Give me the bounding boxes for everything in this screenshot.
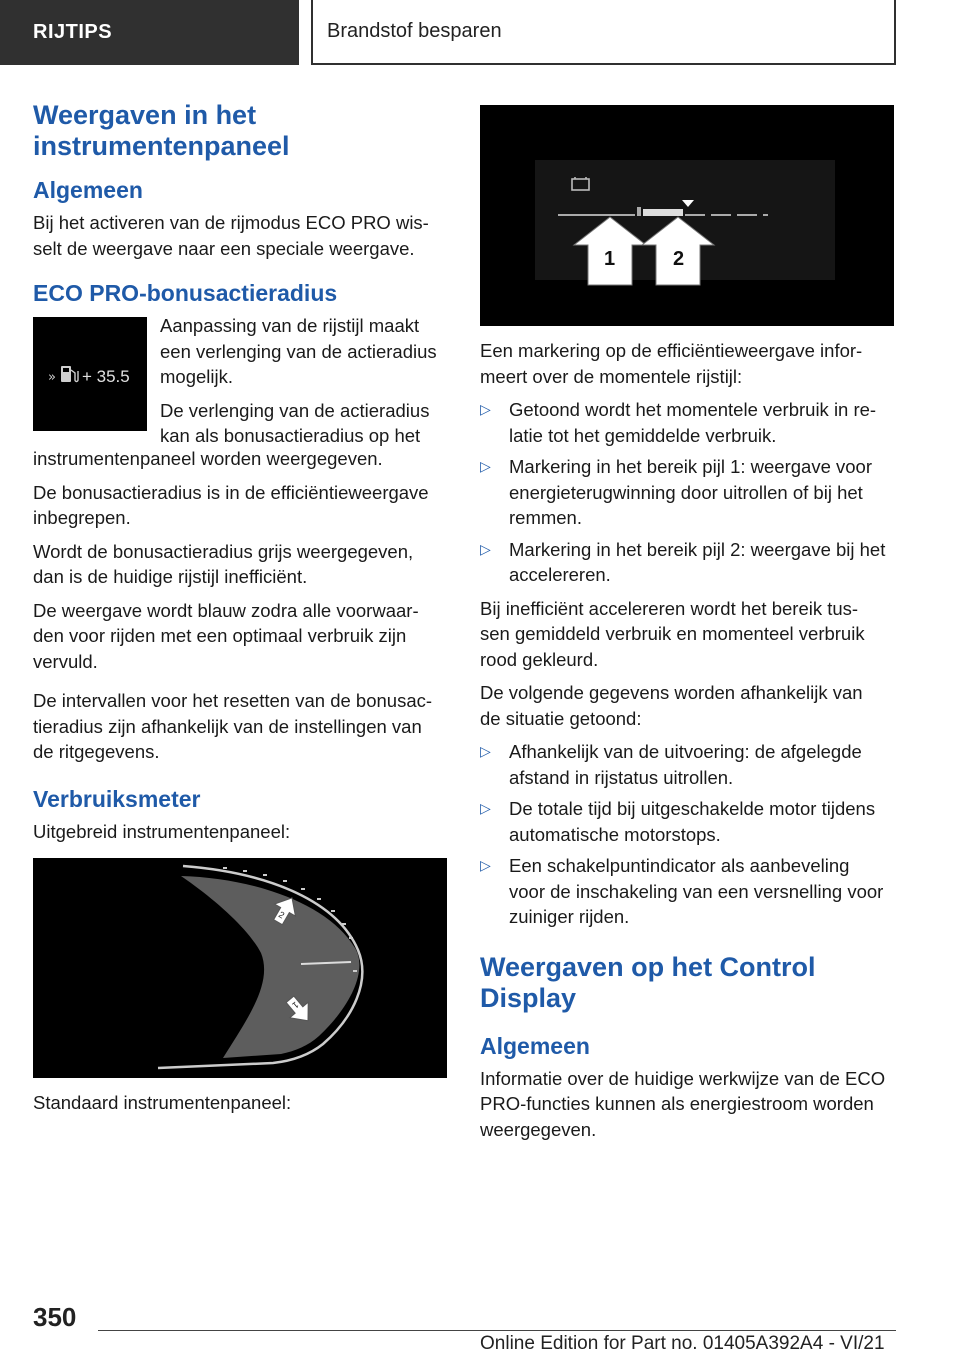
extended-gauge-graphic [33,858,447,1078]
footer-divider [98,1330,896,1331]
list-item: ▷ De totale tijd bij uitgeschakelde motor tijdens automatische motorstops. [480,798,876,845]
list-item: ▷ Een schakelpuntindicator als aanbeveling voor de inschakeling van een versnelling voor zuiniger rijden. [480,855,884,927]
svg-text:1: 1 [604,248,616,270]
subheading-algemeen-right: Algemeen [480,1032,590,1059]
efficiency-display-figure [480,105,894,326]
bonus-p2a: De verlenging van de actieradius kan als bonusactieradius op het [160,399,430,446]
bonus-display-graphic [33,317,147,431]
control-display-text: Informatie over de huidige werkwijze van de ECO PRO-functies kunnen als energiestroom worden weergegeven. [480,1067,886,1140]
algemeen-text: Bij het activeren van de rijmodus ECO PRO wis- selt de weergave naar een speciale weergave. [33,212,429,259]
triangle-bullet-icon: ▷ [480,800,491,816]
bonus-range-display [33,317,147,431]
subheading-algemeen: Algemeen [33,177,143,203]
triangle-bullet-icon: ▷ [480,401,491,417]
list-item: ▷ Afhankelijk van de uitvoering: de afgelegde afstand in rijstatus uitrollen. [480,741,862,788]
svg-text:1: 1 [290,999,301,1011]
data-intro: De volgende gegevens worden afhankelijk van de situatie getoond: [480,682,863,729]
left-column [33,100,447,1124]
section-title: Weergaven in het instrumentenpaneel [33,100,290,161]
efficiency-bullets [480,397,894,588]
list-item: ▷ Markering in het bereik pijl 2: weergave bij het accelereren. [480,538,886,585]
list-item: ▷ Getoond wordt het momentele verbruik in re- latie tot het gemiddelde verbruik. [480,399,877,446]
bonus-p3: De bonusactieradius is in de efficiëntieweergave inbegrepen. [33,481,429,528]
bonus-p5: De weergave wordt blauw zodra alle voorwaar- den voor rijden met een optimaal verbruik zijn vervuld. [33,599,419,672]
subheading-bonus: ECO PRO-bonusactieradius [33,280,338,306]
data-bullets [480,739,894,930]
control-display-title: Weergaven op het Control Display [480,951,816,1013]
svg-text:2: 2 [276,909,287,921]
inefficient-text: Bij inefficiënt accelereren wordt het bereik tus- sen gemiddeld verbruik en momenteel verbruik rood gekleurd. [480,597,865,670]
triangle-bullet-icon: ▷ [480,743,491,759]
verbruik-text: Uitgebreid instrumentenpaneel: [33,820,291,842]
extended-gauge-figure [33,858,447,1078]
efficiency-display-graphic [480,105,894,326]
efficiency-intro: Een markering op de efficiëntieweergave infor- meert over de momentele rijstijl: [480,340,863,387]
svg-text:2: 2 [673,248,685,270]
bonus-p6: De intervallen voor het resetten van de bonusac- tieradius zijn afhankelijk van de instellingen van de ritgegevens. [33,690,433,762]
bonus-p2b: instrumentenpaneel worden weergegeven. [33,448,383,469]
fuel-pump-icon [61,366,78,382]
bonus-p1: Aanpassing van de rijstijl maakt een verlenging van de actieradius mogelijk. [160,315,437,387]
double-chevron-icon: » [48,370,56,385]
section-header: RIJTIPS [0,0,299,65]
triangle-bullet-icon: ▷ [480,458,491,474]
list-item: ▷ Markering in het bereik pijl 1: weergave voor energieterugwinning door uitrollen of bij het remmen. [480,456,872,528]
chapter-header: Brandstof besparen [311,0,896,65]
triangle-bullet-icon: ▷ [480,857,491,873]
bonus-value: + 35.5 [82,367,130,386]
edition-label: Online Edition for Part no. 01405A392A4 - VI/21 [480,1333,885,1354]
bonus-p4: Wordt de bonusactieradius grijs weergegeven, dan is de huidige rijstijl inefficiënt. [33,540,414,587]
standaard-text: Standaard instrumentenpaneel: [33,1092,292,1113]
bonus-block [33,313,447,446]
subheading-verbruiksmeter: Verbruiksmeter [33,785,201,812]
triangle-bullet-icon: ▷ [480,540,491,557]
page-number: 350 [33,1302,77,1332]
right-column [480,105,894,1150]
